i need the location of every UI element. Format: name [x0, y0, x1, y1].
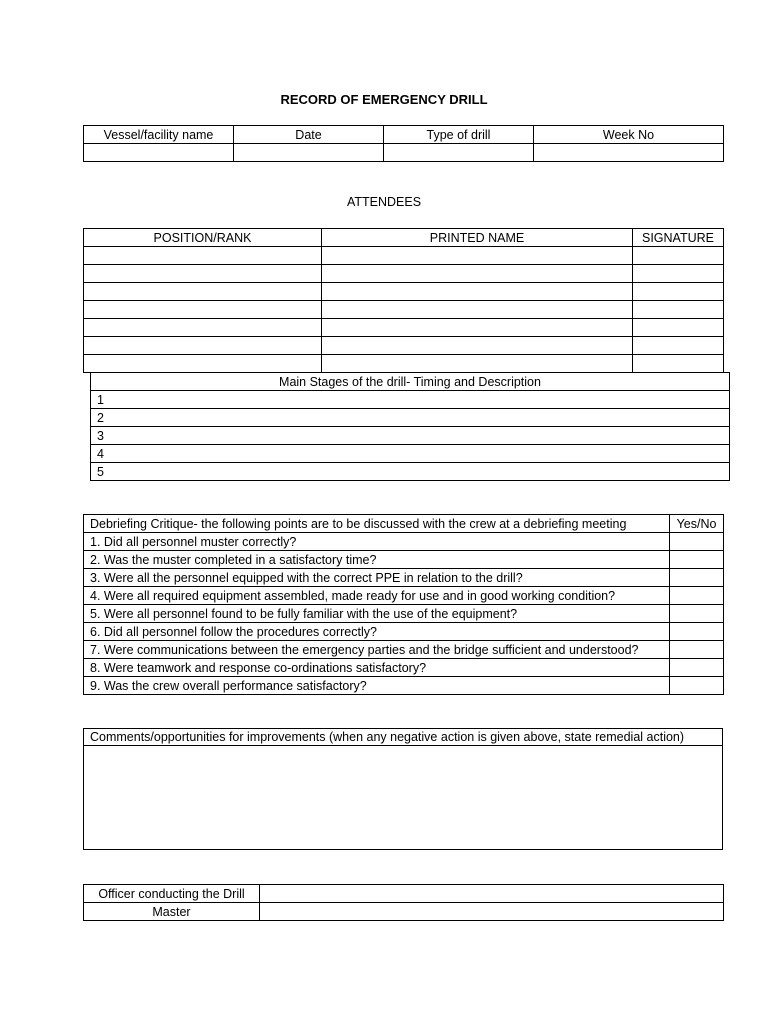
- stage-number[interactable]: 4: [91, 445, 730, 463]
- master-row: [84, 903, 724, 921]
- comments-body-row: [84, 746, 723, 850]
- critique-question: 3. Were all the personnel equipped with the correct PPE in relation to the drill?: [84, 569, 670, 587]
- critique-row: [84, 605, 724, 623]
- signature-field[interactable]: [633, 283, 724, 301]
- attendees-heading: ATTENDEES: [346, 195, 422, 209]
- position-rank-header: POSITION/RANK: [84, 229, 322, 247]
- officer-row: [84, 885, 724, 903]
- stage-row[interactable]: [91, 445, 730, 463]
- name-field[interactable]: [322, 247, 633, 265]
- drill-info-header-row: [84, 126, 724, 144]
- signature-field[interactable]: [633, 337, 724, 355]
- attendee-row: [84, 319, 724, 337]
- stage-row[interactable]: [91, 463, 730, 481]
- attendee-row: [84, 301, 724, 319]
- name-field[interactable]: [322, 301, 633, 319]
- signature-field[interactable]: [633, 247, 724, 265]
- comments-heading: Comments/opportunities for improvements (when any negative action is given above, state remedial action): [84, 729, 723, 746]
- position-field[interactable]: [84, 247, 322, 265]
- stage-number[interactable]: 1: [91, 391, 730, 409]
- attendee-row: [84, 337, 724, 355]
- stages-heading: Main Stages of the drill- Timing and Description: [91, 373, 730, 391]
- critique-row: [84, 623, 724, 641]
- attendees-header-row: [84, 229, 724, 247]
- critique-question: 2. Was the muster completed in a satisfactory time?: [84, 551, 670, 569]
- critique-row: [84, 641, 724, 659]
- signature-field[interactable]: [633, 265, 724, 283]
- position-field[interactable]: [84, 265, 322, 283]
- yes-no-field[interactable]: [670, 677, 724, 695]
- critique-header-row: [84, 515, 724, 533]
- yes-no-field[interactable]: [670, 623, 724, 641]
- position-field[interactable]: [84, 337, 322, 355]
- yes-no-header: Yes/No: [670, 515, 724, 533]
- drill-type-header: Type of drill: [384, 126, 534, 144]
- yes-no-field[interactable]: [670, 641, 724, 659]
- name-field[interactable]: [322, 283, 633, 301]
- drill-info-input-row: [84, 144, 724, 162]
- date-header: Date: [234, 126, 384, 144]
- stage-number[interactable]: 5: [91, 463, 730, 481]
- comments-field[interactable]: [84, 746, 723, 850]
- critique-question: 5. Were all personnel found to be fully familiar with the use of the equipment?: [84, 605, 670, 623]
- vessel-name-field[interactable]: [84, 144, 234, 162]
- critique-question: 9. Was the crew overall performance satisfactory?: [84, 677, 670, 695]
- stage-number[interactable]: 3: [91, 427, 730, 445]
- officers-table: [83, 884, 724, 921]
- stage-row[interactable]: [91, 409, 730, 427]
- printed-name-header: PRINTED NAME: [322, 229, 633, 247]
- master-label: Master: [84, 903, 260, 921]
- critique-row: [84, 569, 724, 587]
- page-title: RECORD OF EMERGENCY DRILL: [280, 92, 488, 107]
- week-no-header: Week No: [534, 126, 724, 144]
- critique-row: [84, 551, 724, 569]
- officer-conducting-field[interactable]: [260, 885, 724, 903]
- yes-no-field[interactable]: [670, 659, 724, 677]
- attendee-row: [84, 247, 724, 265]
- name-field[interactable]: [322, 265, 633, 283]
- drill-info-table: [83, 125, 724, 162]
- critique-row: [84, 587, 724, 605]
- debriefing-critique-table: [83, 514, 724, 695]
- critique-question: 6. Did all personnel follow the procedures correctly?: [84, 623, 670, 641]
- signature-header: SIGNATURE: [633, 229, 724, 247]
- stage-row[interactable]: [91, 391, 730, 409]
- critique-heading: Debriefing Critique- the following points are to be discussed with the crew at a debriefing meeting: [84, 515, 670, 533]
- yes-no-field[interactable]: [670, 551, 724, 569]
- critique-question: 4. Were all required equipment assembled, made ready for use and in good working condition?: [84, 587, 670, 605]
- critique-question: 1. Did all personnel muster correctly?: [84, 533, 670, 551]
- drill-type-field[interactable]: [384, 144, 534, 162]
- stages-header-row: [91, 373, 730, 391]
- position-field[interactable]: [84, 355, 322, 373]
- signature-field[interactable]: [633, 355, 724, 373]
- stage-number[interactable]: 2: [91, 409, 730, 427]
- critique-row: [84, 677, 724, 695]
- position-field[interactable]: [84, 283, 322, 301]
- signature-field[interactable]: [633, 319, 724, 337]
- critique-question: 7. Were communications between the emergency parties and the bridge sufficient and understood?: [84, 641, 670, 659]
- name-field[interactable]: [322, 319, 633, 337]
- attendee-row: [84, 265, 724, 283]
- drill-stages-table: [90, 372, 730, 481]
- position-field[interactable]: [84, 319, 322, 337]
- yes-no-field[interactable]: [670, 569, 724, 587]
- name-field[interactable]: [322, 355, 633, 373]
- yes-no-field[interactable]: [670, 605, 724, 623]
- name-field[interactable]: [322, 337, 633, 355]
- critique-row: [84, 533, 724, 551]
- signature-field[interactable]: [633, 301, 724, 319]
- stage-row[interactable]: [91, 427, 730, 445]
- attendee-row: [84, 355, 724, 373]
- officer-conducting-label: Officer conducting the Drill: [84, 885, 260, 903]
- comments-table: [83, 728, 723, 850]
- master-field[interactable]: [260, 903, 724, 921]
- date-field[interactable]: [234, 144, 384, 162]
- vessel-name-header: Vessel/facility name: [84, 126, 234, 144]
- critique-question: 8. Were teamwork and response co-ordinations satisfactory?: [84, 659, 670, 677]
- comments-header-row: [84, 729, 723, 746]
- attendees-table: [83, 228, 724, 373]
- position-field[interactable]: [84, 301, 322, 319]
- critique-row: [84, 659, 724, 677]
- yes-no-field[interactable]: [670, 533, 724, 551]
- week-no-field[interactable]: [534, 144, 724, 162]
- attendee-row: [84, 283, 724, 301]
- yes-no-field[interactable]: [670, 587, 724, 605]
